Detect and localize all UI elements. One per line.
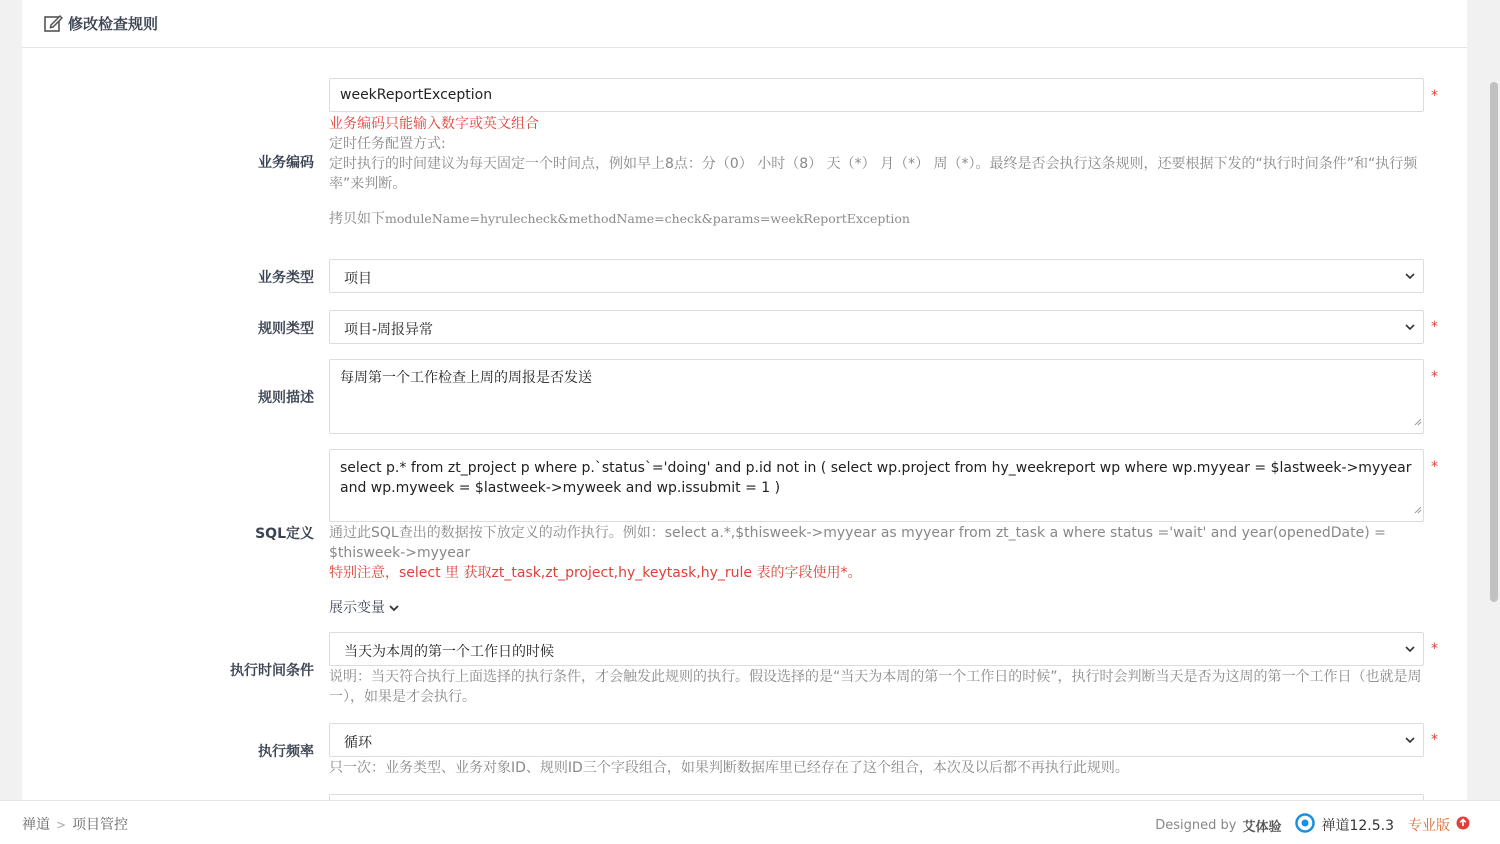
required-mark: * [1431, 88, 1438, 104]
chevron-down-icon [385, 600, 400, 616]
panel-header [22, 0, 1467, 48]
required-mark: * [1431, 369, 1438, 385]
chevron-down-icon [1403, 320, 1417, 338]
required-mark: * [1431, 641, 1438, 657]
sql-value: select p.* from zt_project p where p.`status`='doing' and p.id not in ( select wp.project from hy_weekreport wp where wp.myyear = $lastweek->myyear and wp.myweek = $lastweek->myweek and wp.issubmit = 1 ) [340, 460, 1412, 496]
edit-rule-panel [22, 0, 1467, 800]
footer-info [1155, 813, 1470, 837]
rule-desc-label: 规则描述 [258, 390, 314, 406]
rule-desc-value: 每周第一个工作检查上周的周报是否发送 [340, 370, 592, 386]
rule-type-label: 规则类型 [258, 321, 314, 337]
chevron-down-icon [1403, 642, 1417, 660]
copy-line [329, 209, 1429, 229]
biz-code-input[interactable]: weekReportException [329, 78, 1424, 112]
rule-type-value: 项目-周报异常 [344, 322, 434, 338]
sql-textarea[interactable] [329, 449, 1424, 522]
exec-condition-label: 执行时间条件 [230, 663, 314, 679]
edition-link[interactable]: 专业版 [1408, 818, 1450, 834]
resize-handle-icon[interactable] [1413, 412, 1422, 432]
copy-prefix: 拷贝如下 [329, 211, 385, 227]
required-mark: * [1431, 732, 1438, 748]
biz-code-label: 业务编码 [258, 155, 314, 171]
show-variables-toggle[interactable] [329, 597, 400, 617]
required-mark: * [1431, 459, 1438, 475]
biz-code-error: 业务编码只能输入数字或英文组合 [329, 116, 539, 132]
biz-code-help [329, 114, 1429, 229]
version-link[interactable]: 禅道12.5.3 [1321, 818, 1394, 834]
biz-type-label: 业务类型 [258, 270, 314, 286]
show-variables-label: 展示变量 [329, 600, 385, 616]
cron-help-title: 定时任务配置方式: [329, 136, 446, 152]
exec-freq-value: 循环 [344, 735, 372, 751]
zentao-logo-icon [1295, 813, 1315, 837]
exec-condition-select[interactable] [329, 632, 1424, 666]
upgrade-icon[interactable] [1456, 816, 1470, 834]
biz-type-value: 项目 [344, 271, 372, 287]
scrollbar[interactable] [1488, 0, 1500, 800]
exec-freq-select[interactable] [329, 723, 1424, 757]
exec-freq-label: 执行频率 [258, 744, 314, 760]
required-mark: * [1431, 319, 1438, 335]
breadcrumb-module[interactable]: 项目管控 [72, 817, 129, 833]
copy-code: moduleName=hyrulecheck&methodName=check&params=weekReportException [385, 211, 910, 226]
sql-help [329, 523, 1389, 583]
cron-help-text: 定时执行的时间建议为每天固定一个时间点，例如早上8点：分（0） 小时（8） 天（*） 月（*） 周（*）。最终是否会执行这条规则，还要根据下发的“执行时间条件”和“执行频率”来判断。 [329, 156, 1418, 192]
sql-example: 通过此SQL查出的数据按下放定义的动作执行。例如：select a.*,$thisweek->myyear as myyear from zt_task a where status ='wait' and year(openedDate) = $thisweek->myyear [329, 525, 1386, 561]
exec-freq-help: 只一次：业务类型、业务对象ID、规则ID三个字段组合，如果判断数据库里已经存在了这个组合，本次及以后都不再执行此规则。 [329, 760, 1129, 776]
rule-type-select[interactable] [329, 310, 1424, 344]
scrollbar-thumb[interactable] [1490, 82, 1498, 602]
designer-name[interactable]: 艾体验 [1242, 819, 1282, 835]
sql-warning: 特别注意，select 里 获取zt_task,zt_project,hy_keytask,hy_rule 表的字段使用*。 [329, 565, 862, 581]
edit-icon [44, 14, 63, 37]
chevron-down-icon [1403, 733, 1417, 751]
rule-desc-textarea[interactable] [329, 359, 1424, 434]
breadcrumb-separator: > [56, 818, 67, 832]
page-title: 修改检查规则 [68, 15, 159, 33]
breadcrumb [22, 814, 128, 834]
chevron-down-icon [1403, 269, 1417, 287]
biz-type-select[interactable] [329, 259, 1424, 293]
resize-handle-icon[interactable] [1413, 500, 1422, 520]
footer [0, 800, 1500, 844]
breadcrumb-home[interactable]: 禅道 [22, 817, 50, 833]
exec-condition-help: 说明：当天符合执行上面选择的执行条件，才会触发此规则的执行。假设选择的是“当天为本周的第一个工作日的时候”，执行时会判断当天是否为这周的第一个工作日（也就是周一），如果是才会执行。 [329, 669, 1422, 705]
designed-by-text: Designed by [1155, 817, 1237, 833]
sql-label: SQL定义 [255, 526, 314, 542]
exec-condition-value: 当天为本周的第一个工作日的时候 [344, 644, 554, 660]
